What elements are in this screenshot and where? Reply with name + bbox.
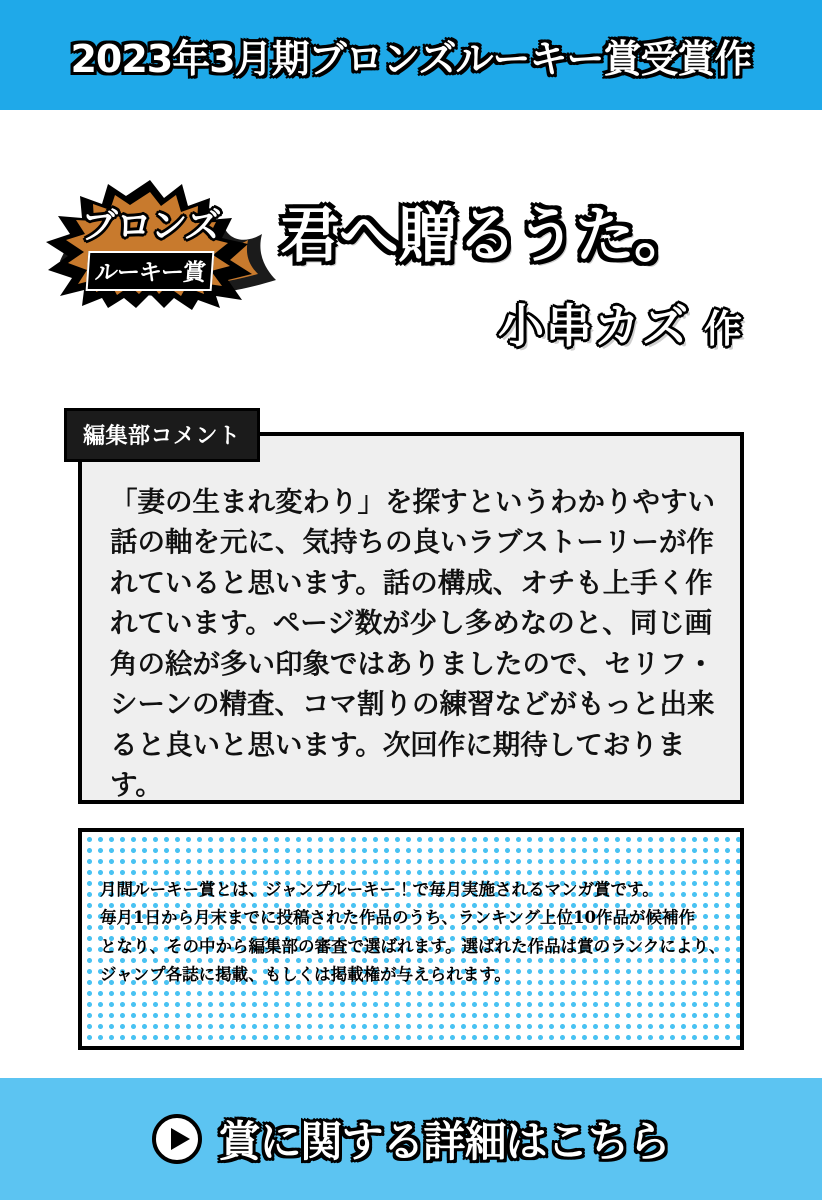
award-info-line: 月間ルーキー賞とは、ジャンプルーキー！で毎月実施されるマンガ賞です。 [100, 880, 659, 899]
author-suffix: 作 [703, 307, 742, 351]
play-circle-icon [152, 1114, 202, 1164]
title-block [0, 150, 822, 380]
award-info-text [100, 876, 730, 990]
award-badge-main-label: ブロンズ [78, 205, 221, 247]
top-banner-title: 2023年3月期ブロンズルーキー賞受賞作 [70, 36, 752, 81]
work-title: 君へ贈るうた。 [280, 201, 693, 271]
award-badge-text [40, 178, 260, 310]
author-name: 小串カズ [497, 299, 690, 353]
award-info-line: ジャンプ各誌に掲載、もしくは掲載権が与えられます。 [100, 965, 511, 985]
award-badge [40, 170, 290, 320]
award-details-link-banner[interactable] [0, 1078, 822, 1200]
editor-comment-tab: 編集部コメント [64, 408, 260, 462]
award-info-line: 毎月1日から月末までに投稿された作品のうち、ランキング上位10作品が候補作 [100, 908, 695, 928]
editor-comment-text: 「妻の生まれ変わり」を探すというわかりやすい話の軸を元に、気持ちの良いラブストーリーが作れていると思います。話の構成、オチも上手く作れています。ページ数が少し多めなのと、同じ画角の絵が多い印象ではありましたので、セリフ・シーンの精査、コマ割りの練習などがもっと出来ると良いと思います。次回作に期待しております。 [110, 486, 715, 801]
award-badge-sub-label: ルーキー賞 [86, 251, 215, 291]
top-banner [0, 0, 822, 110]
award-details-link-label: 賞に関する詳細はこちら [218, 1117, 670, 1166]
author-line [498, 290, 742, 356]
award-info-line: となり、その中から編集部の審査で選ばれます。選ばれた作品は賞のランクにより、 [100, 936, 726, 956]
